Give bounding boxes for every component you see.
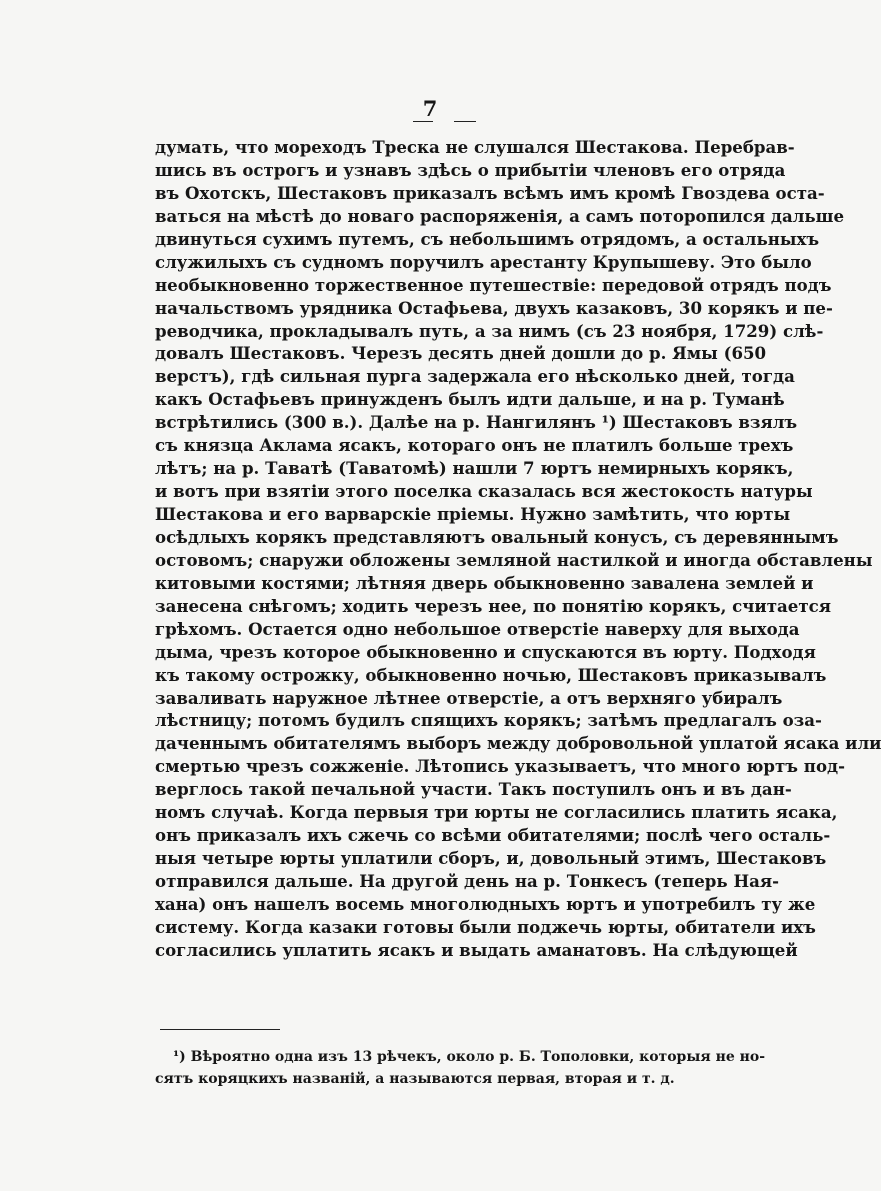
text-line: необыкновенно торжественное путешествіе: передовой отрядъ подъ	[155, 274, 832, 295]
text-line: ваться на мѣстѣ до новаго распоряженія, а самъ поторопился дальше	[155, 205, 845, 226]
text-line: лѣстницу; потомъ будилъ спящихъ корякъ; затѣмъ предлагалъ оза-	[155, 710, 822, 731]
text-line: ныя четыре юрты уплатили сборъ, и, довольный этимъ, Шестаковъ	[155, 848, 827, 869]
text-line: встрѣтились (300 в.). Далѣе на р. Нангилянъ ¹) Шестаковъ взялъ	[155, 412, 798, 433]
text-line: дыма, чрезъ которое обыкновенно и спускаются въ юрту. Подходя	[155, 641, 816, 662]
text-line: начальствомъ урядника Остафьева, двухъ казаковъ, 30 корякъ и пе-	[155, 297, 833, 318]
text-line: служилыхъ съ судномъ поручилъ арестанту Крупышеву. Это было	[155, 251, 812, 272]
text-line: даченнымъ обитателямъ выборъ между добровольной уплатой ясака или	[155, 733, 881, 754]
text-line: довалъ Шестаковъ. Черезъ десять дней дошли до р. Ямы (650	[155, 343, 767, 364]
text-line: осѣдлыхъ корякъ представляютъ овальный конусъ, съ деревяннымъ	[155, 526, 839, 547]
text-line: Шестакова и его варварскіе пріемы. Нужно замѣтить, что юрты	[155, 504, 791, 524]
footnote	[155, 1046, 766, 1090]
text-line: верглось такой печальной участи. Такъ поступилъ онъ и въ дан-	[155, 779, 792, 800]
text-line: китовыми костями; лѣтняя дверь обыкновенно завалена землей и	[155, 572, 814, 593]
text-line: смертью чрезъ сожженіе. Лѣтопись указываетъ, что много юртъ под-	[155, 756, 845, 777]
body-text	[155, 136, 881, 962]
footnote-rule	[160, 1029, 280, 1030]
page-number-rule-right	[454, 121, 476, 122]
text-line: реводчика, прокладывалъ путь, а за нимъ (съ 23 ноября, 1729) слѣ-	[155, 320, 824, 341]
text-line: отправился дальше. На другой день на р. Тонкесъ (теперь Ная-	[155, 871, 780, 891]
page-number-rule-left	[413, 121, 433, 122]
footnote-line: ¹) Вѣроятно одна изъ 13 рѣчекъ, около р. Б. Тополовки, которыя не но-	[173, 1049, 766, 1065]
text-line: шись въ острогъ и узнавъ здѣсь о прибытіи членовъ его отряда	[155, 159, 786, 180]
text-line: заваливать наружное лѣтнее отверстіе, а отъ верхняго убиралъ	[155, 687, 783, 708]
text-line: онъ приказалъ ихъ сжечь со всѣми обитателями; послѣ чего осталь-	[155, 825, 831, 846]
page-number: 7	[422, 96, 438, 121]
text-line: съ князца Аклама ясакъ, котораго онъ не платилъ больше трехъ	[155, 435, 794, 456]
text-line: согласились уплатить ясакъ и выдать аманатовъ. На слѣдующей	[155, 939, 798, 960]
text-line: верстъ), гдѣ сильная пурга задержала его нѣсколько дней, тогда	[155, 366, 795, 387]
text-line: къ такому острожку, обыкновенно ночью, Шестаковъ приказывалъ	[155, 664, 827, 685]
text-line: какъ Остафьевъ принужденъ былъ идти дальше, и на р. Туманѣ	[155, 389, 785, 410]
text-line: въ Охотскъ, Шестаковъ приказалъ всѣмъ имъ кромѣ Гвоздева оста-	[155, 182, 825, 203]
text-line: занесена снѣгомъ; ходить черезъ нее, по понятію корякъ, считается	[155, 595, 831, 616]
text-line: хана) онъ нашелъ восемь многолюдныхъ юртъ и употребилъ ту же	[155, 893, 816, 914]
text-line: грѣхомъ. Остается одно небольшое отверстіе наверху для выхода	[155, 618, 800, 639]
footnote-line: сятъ коряцкихъ названій, а называются первая, вторая и т. д.	[155, 1071, 675, 1087]
text-line: остовомъ; снаружи обложены земляной настилкой и иногда обставлены	[155, 549, 873, 570]
text-line: и вотъ при взятіи этого поселка сказалась вся жестокость натуры	[155, 481, 813, 502]
text-line: двинуться сухимъ путемъ, съ небольшимъ отрядомъ, а остальныхъ	[155, 228, 820, 249]
text-line: лѣтъ; на р. Таватѣ (Таватомѣ) нашли 7 юртъ немирныхъ корякъ,	[155, 458, 794, 479]
text-line: думать, что мореходъ Треска не слушался Шестакова. Перебрав-	[155, 137, 795, 157]
text-line: систему. Когда казаки готовы были поджечь юрты, обитатели ихъ	[155, 916, 816, 937]
text-line: номъ случаѣ. Когда первыя три юрты не согласились платить ясака,	[155, 802, 838, 823]
